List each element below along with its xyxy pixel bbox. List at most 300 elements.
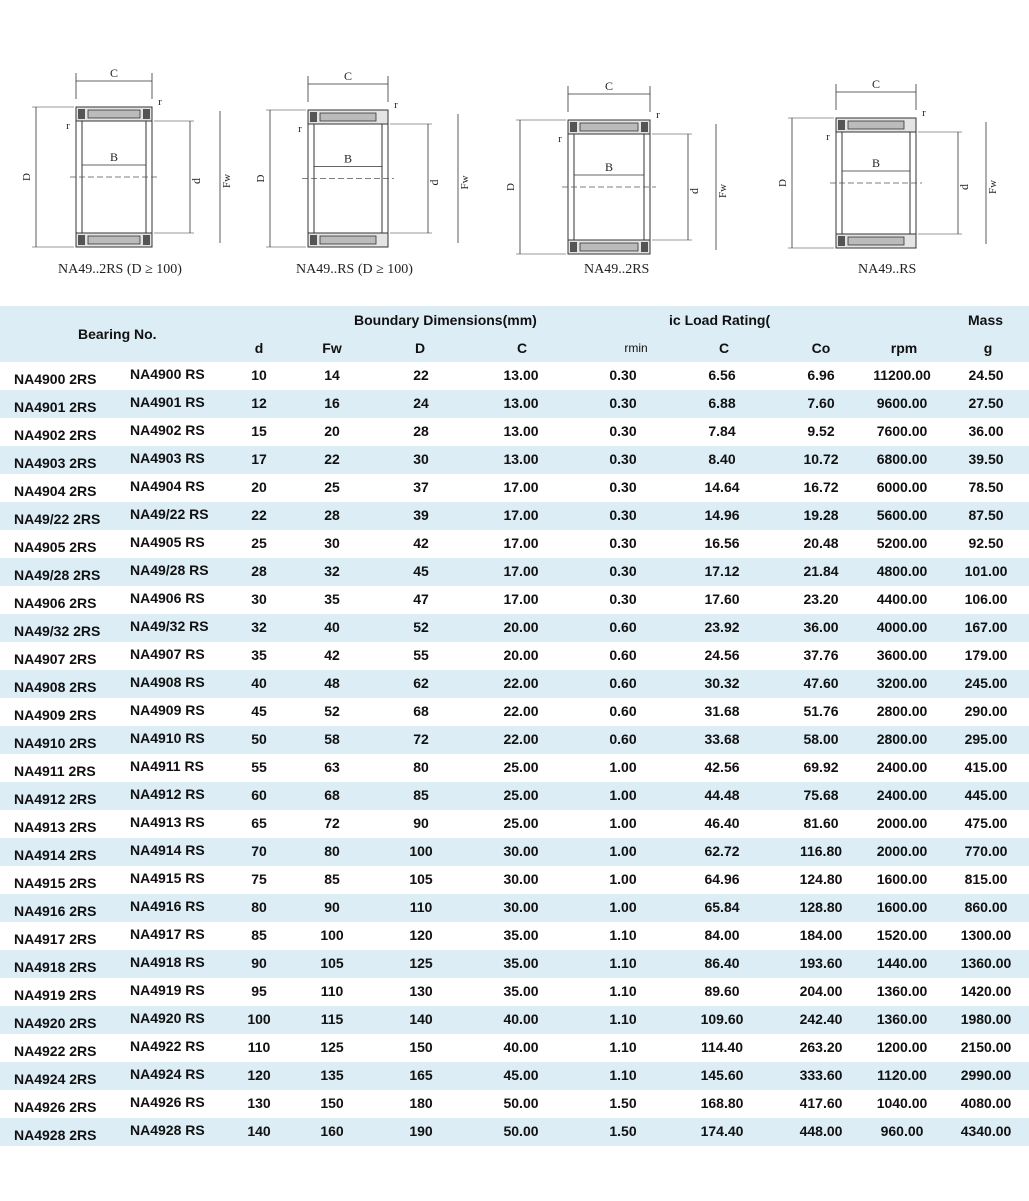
cell-d: 40 — [251, 675, 267, 691]
cell-bearing-2rs: NA4919 2RS — [14, 987, 97, 1003]
cell-co: 333.60 — [799, 1067, 843, 1083]
cell-width-c: 35.00 — [503, 927, 539, 943]
cell-mass-g: 106.00 — [964, 591, 1008, 607]
cell-rpm: 1360.00 — [876, 983, 928, 999]
fw-label: Fw — [987, 179, 999, 195]
cell-fw: 160 — [320, 1123, 344, 1139]
table-row — [0, 642, 1029, 670]
cell-fw: 32 — [324, 563, 340, 579]
cell-bearing-2rs: NA4914 2RS — [14, 847, 97, 863]
r-label-top: r — [158, 96, 162, 108]
c-label: C — [109, 66, 119, 80]
cell-outer-d: 105 — [409, 871, 433, 887]
cell-bearing-2rs: NA4918 2RS — [14, 959, 97, 975]
cell-width-c: 17.00 — [503, 563, 539, 579]
seal-top — [310, 112, 317, 122]
cell-rmin: 1.00 — [609, 871, 637, 887]
cell-co: 7.60 — [807, 395, 835, 411]
cell-rpm: 2400.00 — [876, 787, 928, 803]
cell-rmin: 0.60 — [609, 731, 637, 747]
table-row — [0, 614, 1029, 642]
cell-bearing-rs: NA4901 RS — [130, 394, 205, 410]
cell-dynamic-c: 6.56 — [708, 367, 736, 383]
cell-rmin: 0.30 — [609, 367, 637, 383]
cell-width-c: 13.00 — [503, 451, 539, 467]
cell-fw: 150 — [320, 1095, 344, 1111]
cell-co: 75.68 — [803, 787, 839, 803]
cell-d: 45 — [251, 703, 267, 719]
cell-dynamic-c: 42.56 — [704, 759, 740, 775]
cell-width-c: 20.00 — [503, 647, 539, 663]
cell-rpm: 5600.00 — [876, 507, 928, 523]
cell-bearing-rs: NA4906 RS — [130, 590, 205, 606]
cell-rpm: 960.00 — [880, 1123, 924, 1139]
cell-bearing-rs: NA4926 RS — [130, 1094, 205, 1110]
outer-d-label: D — [505, 183, 517, 191]
cell-co: 128.80 — [799, 899, 843, 915]
fw-label: Fw — [717, 183, 729, 199]
cell-co: 10.72 — [803, 451, 839, 467]
cell-d: 12 — [251, 395, 267, 411]
cell-dynamic-c: 23.92 — [704, 619, 740, 635]
cell-rpm: 1200.00 — [876, 1039, 928, 1055]
table-header — [0, 306, 1029, 362]
cell-mass-g: 179.00 — [964, 647, 1008, 663]
cell-rpm: 1120.00 — [877, 1067, 927, 1083]
cell-mass-g: 295.00 — [964, 731, 1008, 747]
cell-rpm: 3200.00 — [876, 675, 928, 691]
cell-rmin: 0.60 — [609, 675, 637, 691]
table-row — [0, 1034, 1029, 1062]
cell-dynamic-c: 44.48 — [704, 787, 740, 803]
cell-rmin: 1.50 — [609, 1123, 637, 1139]
table-row — [0, 810, 1029, 838]
cell-dynamic-c: 84.00 — [704, 927, 740, 943]
cell-mass-g: 445.00 — [964, 787, 1008, 803]
seal-bottom — [310, 235, 317, 245]
cell-co: 20.48 — [803, 535, 839, 551]
seal-top — [78, 109, 85, 119]
cell-fw: 110 — [320, 983, 344, 999]
table-row — [0, 1118, 1029, 1146]
drawing-na49-2rs-large — [18, 62, 258, 292]
cell-rmin: 0.30 — [609, 395, 637, 411]
cell-rmin: 1.00 — [609, 787, 637, 803]
cell-d: 85 — [251, 927, 267, 943]
table-body — [0, 362, 1029, 1146]
cell-d: 60 — [251, 787, 267, 803]
cell-co: 204.00 — [799, 983, 843, 999]
header-load-rating: ic Load Rating( — [669, 312, 771, 328]
cell-d: 95 — [251, 983, 267, 999]
header-col-rmin: rmin — [624, 341, 648, 355]
cell-mass-g: 815.00 — [964, 871, 1008, 887]
cell-outer-d: 72 — [413, 731, 429, 747]
cell-mass-g: 87.50 — [968, 507, 1004, 523]
header-mass: Mass — [968, 312, 1004, 328]
cell-mass-g: 1300.00 — [960, 927, 1012, 943]
cell-rpm: 1600.00 — [876, 871, 928, 887]
cell-bearing-2rs: NA4917 2RS — [14, 931, 97, 947]
cell-outer-d: 24 — [413, 395, 429, 411]
cell-bearing-2rs: NA4915 2RS — [14, 875, 97, 891]
cell-co: 193.60 — [799, 955, 843, 971]
cell-d: 30 — [251, 591, 267, 607]
cell-width-c: 45.00 — [503, 1067, 539, 1083]
cell-bearing-rs: NA4922 RS — [130, 1038, 205, 1054]
outer-d-label: D — [21, 173, 33, 181]
r-label-top: r — [922, 107, 926, 119]
cell-dynamic-c: 14.64 — [704, 479, 740, 495]
cell-bearing-2rs: NA49/32 2RS — [14, 623, 101, 639]
cell-co: 124.80 — [799, 871, 843, 887]
cell-width-c: 22.00 — [503, 675, 539, 691]
cell-d: 10 — [251, 367, 267, 383]
cell-width-c: 30.00 — [503, 899, 539, 915]
fw-label: Fw — [221, 173, 233, 189]
cell-bearing-2rs: NA49/22 2RS — [14, 511, 101, 527]
header-col-rpm: rpm — [890, 340, 918, 356]
b-label: B — [109, 150, 119, 164]
header-col-outer-d: D — [414, 340, 426, 356]
cell-bearing-2rs: NA4908 2RS — [14, 679, 97, 695]
bearing-spec-table — [0, 306, 1029, 1146]
seal-bottom — [78, 235, 85, 245]
cell-width-c: 40.00 — [503, 1011, 539, 1027]
bottom-roller — [580, 243, 638, 251]
cell-rpm: 1040.00 — [876, 1095, 928, 1111]
cell-mass-g: 78.50 — [968, 479, 1004, 495]
cell-dynamic-c: 62.72 — [704, 843, 740, 859]
cell-bearing-rs: NA4928 RS — [130, 1122, 205, 1138]
top-roller — [320, 113, 376, 121]
cell-dynamic-c: 174.40 — [700, 1123, 744, 1139]
cell-bearing-2rs: NA4903 2RS — [14, 455, 97, 471]
cell-mass-g: 4080.00 — [960, 1095, 1012, 1111]
cell-fw: 90 — [324, 899, 340, 915]
cell-rmin: 1.10 — [609, 1011, 637, 1027]
cell-outer-d: 22 — [413, 367, 429, 383]
drawing-caption: NA49..2RS (D ≥ 100) — [58, 262, 182, 277]
table-row — [0, 530, 1029, 558]
cell-width-c: 20.00 — [503, 619, 539, 635]
cell-d: 130 — [247, 1095, 271, 1111]
outer-ring-outline — [76, 107, 152, 247]
cell-co: 36.00 — [803, 619, 839, 635]
header-col-co: Co — [811, 340, 831, 356]
cell-co: 6.96 — [807, 367, 835, 383]
cell-bearing-2rs: NA4928 2RS — [14, 1127, 97, 1143]
cell-fw: 135 — [320, 1067, 344, 1083]
cell-outer-d: 37 — [413, 479, 429, 495]
cell-dynamic-c: 65.84 — [704, 899, 740, 915]
cell-dynamic-c: 31.68 — [704, 703, 740, 719]
cell-rpm: 4000.00 — [876, 619, 928, 635]
cell-dynamic-c: 109.60 — [700, 1011, 744, 1027]
cell-dynamic-c: 30.32 — [704, 675, 740, 691]
cell-fw: 80 — [324, 843, 340, 859]
cell-mass-g: 1980.00 — [960, 1011, 1012, 1027]
cell-d: 70 — [251, 843, 267, 859]
cell-d: 65 — [251, 815, 267, 831]
cell-rpm: 2400.00 — [876, 759, 928, 775]
cell-co: 19.28 — [803, 507, 839, 523]
header-col-d: d — [254, 340, 264, 356]
cell-rmin: 1.50 — [609, 1095, 637, 1111]
cell-bearing-2rs: NA4924 2RS — [14, 1071, 97, 1087]
table-row — [0, 978, 1029, 1006]
cell-co: 37.76 — [803, 647, 839, 663]
cell-width-c: 17.00 — [503, 591, 539, 607]
cell-width-c: 22.00 — [503, 703, 539, 719]
table-row — [0, 558, 1029, 586]
top-roller — [88, 110, 140, 118]
cell-outer-d: 130 — [409, 983, 433, 999]
cell-outer-d: 80 — [413, 759, 429, 775]
cell-bearing-rs: NA4913 RS — [130, 814, 205, 830]
cell-fw: 14 — [324, 367, 340, 383]
cell-dynamic-c: 86.40 — [704, 955, 740, 971]
cell-outer-d: 90 — [413, 815, 429, 831]
cell-bearing-2rs: NA4911 2RS — [14, 763, 96, 779]
cell-rmin: 0.60 — [609, 647, 637, 663]
cell-rpm: 1440.00 — [876, 955, 928, 971]
cell-width-c: 50.00 — [503, 1095, 539, 1111]
cell-outer-d: 125 — [409, 955, 433, 971]
cell-co: 9.52 — [807, 423, 835, 439]
cell-width-c: 22.00 — [503, 731, 539, 747]
cell-mass-g: 1360.00 — [960, 955, 1012, 971]
bore-d-label: d — [189, 178, 203, 184]
cell-outer-d: 190 — [409, 1123, 433, 1139]
cell-bearing-rs: NA4902 RS — [130, 422, 205, 438]
cell-bearing-2rs: NA4913 2RS — [14, 819, 97, 835]
cell-dynamic-c: 17.12 — [704, 563, 740, 579]
cell-mass-g: 92.50 — [968, 535, 1004, 551]
table-row — [0, 1090, 1029, 1118]
cell-d: 17 — [251, 451, 267, 467]
bore-d-label: d — [687, 188, 701, 194]
cell-bearing-rs: NA4903 RS — [130, 450, 205, 466]
cell-fw: 115 — [320, 1011, 344, 1027]
cell-bearing-2rs: NA4910 2RS — [14, 735, 97, 751]
cell-fw: 16 — [324, 395, 340, 411]
cell-outer-d: 150 — [409, 1039, 433, 1055]
cell-bearing-rs: NA4907 RS — [130, 646, 205, 662]
cell-bearing-rs: NA4918 RS — [130, 954, 205, 970]
cell-d: 90 — [251, 955, 267, 971]
cell-rpm: 2000.00 — [876, 815, 928, 831]
cell-rmin: 1.10 — [609, 1067, 637, 1083]
cell-mass-g: 1420.00 — [960, 983, 1012, 999]
cell-fw: 100 — [320, 927, 344, 943]
cell-bearing-2rs: NA4900 2RS — [14, 371, 97, 387]
seal-top — [641, 122, 648, 132]
table-row — [0, 726, 1029, 754]
cell-rpm: 6000.00 — [876, 479, 928, 495]
cell-mass-g: 2990.00 — [960, 1067, 1012, 1083]
cell-fw: 68 — [324, 787, 340, 803]
cell-bearing-rs: NA4919 RS — [130, 982, 205, 998]
cell-dynamic-c: 89.60 — [704, 983, 740, 999]
cell-co: 116.80 — [799, 843, 843, 859]
bore-d-label: d — [957, 184, 971, 190]
cell-dynamic-c: 6.88 — [708, 395, 736, 411]
cell-dynamic-c: 114.40 — [700, 1039, 744, 1055]
cell-mass-g: 770.00 — [964, 843, 1008, 859]
cell-bearing-2rs: NA4922 2RS — [14, 1043, 97, 1059]
cell-rpm: 2800.00 — [876, 703, 928, 719]
cell-bearing-2rs: NA4920 2RS — [14, 1015, 97, 1031]
cell-width-c: 25.00 — [503, 759, 539, 775]
cell-bearing-2rs: NA4904 2RS — [14, 483, 97, 499]
cell-bearing-rs: NA4909 RS — [130, 702, 205, 718]
cell-dynamic-c: 24.56 — [704, 647, 740, 663]
cell-fw: 63 — [324, 759, 340, 775]
cell-co: 16.72 — [803, 479, 839, 495]
cell-mass-g: 24.50 — [968, 367, 1004, 383]
cell-rmin: 1.10 — [609, 927, 637, 943]
cell-rpm: 11200.00 — [873, 367, 931, 383]
cell-d: 35 — [251, 647, 267, 663]
cell-rpm: 1360.00 — [876, 1011, 928, 1027]
cell-co: 21.84 — [803, 563, 839, 579]
table-row — [0, 754, 1029, 782]
bottom-roller — [320, 236, 376, 244]
table-row — [0, 670, 1029, 698]
cell-width-c: 30.00 — [503, 871, 539, 887]
cell-mass-g: 39.50 — [968, 451, 1004, 467]
cell-width-c: 13.00 — [503, 367, 539, 383]
cell-fw: 28 — [324, 507, 340, 523]
outer-d-label: D — [255, 174, 267, 183]
cell-dynamic-c: 33.68 — [704, 731, 740, 747]
cell-rmin: 0.60 — [609, 619, 637, 635]
cell-dynamic-c: 46.40 — [704, 815, 740, 831]
cell-fw: 72 — [324, 815, 340, 831]
cell-rpm: 7600.00 — [876, 423, 928, 439]
cell-outer-d: 30 — [413, 451, 429, 467]
seal-top — [838, 120, 845, 130]
drawing-caption: NA49..RS — [858, 262, 917, 277]
header-bearing-no: Bearing No. — [78, 326, 157, 342]
drawing-na49-rs-large — [252, 62, 492, 292]
cell-d: 110 — [247, 1039, 271, 1055]
cell-co: 184.00 — [799, 927, 843, 943]
cell-outer-d: 100 — [409, 843, 433, 859]
cell-outer-d: 110 — [409, 899, 433, 915]
bottom-roller — [88, 236, 140, 244]
cell-mass-g: 27.50 — [968, 395, 1004, 411]
cell-bearing-rs: NA4916 RS — [130, 898, 205, 914]
header-col-g: g — [983, 340, 993, 356]
cell-mass-g: 475.00 — [964, 815, 1008, 831]
cell-bearing-2rs: NA4907 2RS — [14, 651, 97, 667]
cell-fw: 30 — [324, 535, 340, 551]
cell-bearing-2rs: NA4926 2RS — [14, 1099, 97, 1115]
cell-outer-d: 28 — [413, 423, 429, 439]
cell-dynamic-c: 168.80 — [700, 1095, 744, 1111]
bearing-section-drawing — [778, 62, 1018, 262]
fw-label: Fw — [459, 175, 471, 190]
cell-bearing-rs: NA4915 RS — [130, 870, 205, 886]
cell-bearing-rs: NA4914 RS — [130, 842, 205, 858]
table-row — [0, 950, 1029, 978]
cell-rpm: 9600.00 — [876, 395, 928, 411]
cell-rpm: 2000.00 — [876, 843, 928, 859]
cell-rpm: 6800.00 — [876, 451, 928, 467]
cell-rmin: 0.30 — [609, 423, 637, 439]
b-label: B — [871, 156, 881, 170]
r-label-side: r — [298, 123, 302, 135]
drawing-na49-rs — [778, 62, 1018, 292]
cell-bearing-rs: NA49/22 RS — [130, 506, 209, 522]
cell-width-c: 25.00 — [503, 787, 539, 803]
top-roller — [848, 121, 904, 129]
header-col-dynamic-c: C — [718, 340, 730, 356]
cell-rmin: 0.30 — [609, 563, 637, 579]
cell-bearing-rs: NA4905 RS — [130, 534, 205, 550]
cell-outer-d: 52 — [413, 619, 429, 635]
header-col-fw: Fw — [322, 340, 342, 356]
cell-mass-g: 290.00 — [964, 703, 1008, 719]
cell-mass-g: 860.00 — [964, 899, 1008, 915]
cell-d: 20 — [251, 479, 267, 495]
top-roller — [580, 123, 638, 131]
cell-outer-d: 55 — [413, 647, 429, 663]
table-row — [0, 362, 1029, 390]
cell-bearing-rs: NA4910 RS — [130, 730, 205, 746]
cell-fw: 25 — [324, 479, 340, 495]
cell-width-c: 17.00 — [503, 479, 539, 495]
cell-bearing-2rs: NA4902 2RS — [14, 427, 97, 443]
cell-rpm: 4800.00 — [876, 563, 928, 579]
cell-rmin: 1.00 — [609, 759, 637, 775]
cell-rmin: 0.30 — [609, 535, 637, 551]
header-col-width-c: C — [516, 340, 528, 356]
cell-rmin: 1.10 — [609, 1039, 637, 1055]
cell-fw: 22 — [324, 451, 340, 467]
cell-bearing-rs: NA4924 RS — [130, 1066, 205, 1082]
drawing-caption: NA49..2RS — [584, 262, 650, 277]
cell-width-c: 25.00 — [503, 815, 539, 831]
cell-rmin: 0.60 — [609, 703, 637, 719]
drawing-caption: NA49..RS (D ≥ 100) — [296, 262, 413, 277]
drawing-na49-2rs — [505, 62, 748, 292]
cell-width-c: 40.00 — [503, 1039, 539, 1055]
cell-outer-d: 85 — [413, 787, 429, 803]
cell-rmin: 0.30 — [609, 451, 637, 467]
bearing-drawings — [0, 0, 1029, 300]
cell-co: 51.76 — [803, 703, 839, 719]
cell-dynamic-c: 7.84 — [708, 423, 736, 439]
cell-outer-d: 180 — [409, 1095, 433, 1111]
cell-co: 23.20 — [803, 591, 839, 607]
r-label-side: r — [826, 131, 830, 143]
cell-fw: 20 — [324, 423, 340, 439]
cell-bearing-rs: NA4920 RS — [130, 1010, 205, 1026]
cell-co: 242.40 — [799, 1011, 843, 1027]
cell-dynamic-c: 14.96 — [704, 507, 740, 523]
cell-d: 140 — [247, 1123, 271, 1139]
cell-fw: 105 — [320, 955, 344, 971]
cell-mass-g: 2150.00 — [960, 1039, 1012, 1055]
table-row — [0, 474, 1029, 502]
bottom-roller — [848, 237, 904, 245]
cell-width-c: 35.00 — [503, 955, 539, 971]
table-row — [0, 922, 1029, 950]
seal-bottom — [143, 235, 150, 245]
